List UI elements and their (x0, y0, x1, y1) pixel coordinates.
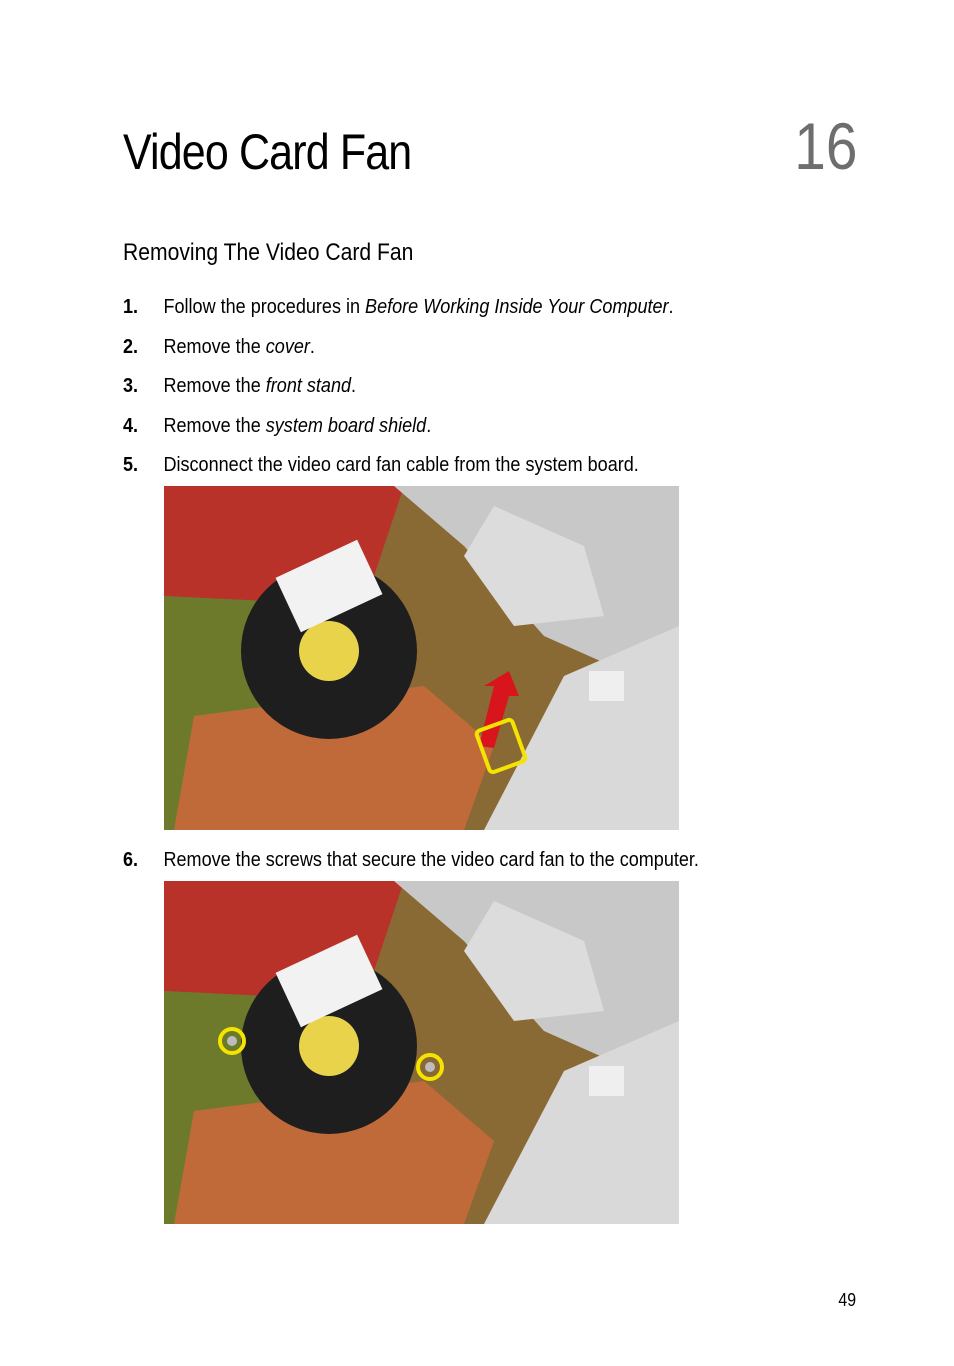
step-number: 5. (123, 453, 139, 476)
step-6 (123, 847, 699, 873)
step-text: Remove the (163, 414, 266, 437)
chapter-title: Video Card Fan (123, 124, 412, 180)
chapter-number: 16 (793, 109, 857, 183)
step-text-end: . (309, 335, 315, 358)
step-link-text[interactable]: system board shield (265, 414, 427, 437)
step-number: 1. (123, 295, 139, 318)
step-number: 3. (123, 374, 139, 397)
step-text: Remove the screws that secure the video card fan to the computer. (163, 848, 699, 871)
fan-cable-disconnect-photo (164, 486, 679, 830)
step-2 (123, 334, 315, 360)
step-link-text[interactable]: front stand (265, 374, 352, 397)
step-4 (123, 413, 431, 439)
step-number: 6. (123, 848, 139, 871)
step-text: Disconnect the video card fan cable from the system board. (163, 453, 639, 476)
section-title: Removing The Video Card Fan (123, 239, 414, 266)
step-1 (123, 294, 674, 320)
step-text: Remove the (163, 374, 266, 397)
step-text: Follow the procedures in (163, 295, 366, 318)
step-text-end: . (351, 374, 357, 397)
step-3 (123, 373, 356, 399)
step-number: 4. (123, 414, 139, 437)
step-text: Remove the (163, 335, 266, 358)
page-number: 49 (838, 1290, 856, 1310)
step-text-end: . (426, 414, 432, 437)
fan-screws-photo (164, 881, 679, 1224)
step-link-text[interactable]: cover (265, 335, 310, 358)
step-5 (123, 452, 639, 478)
step-link-text[interactable]: Before Working Inside Your Computer (365, 295, 669, 318)
step-text-end: . (668, 295, 674, 318)
step-number: 2. (123, 335, 139, 358)
